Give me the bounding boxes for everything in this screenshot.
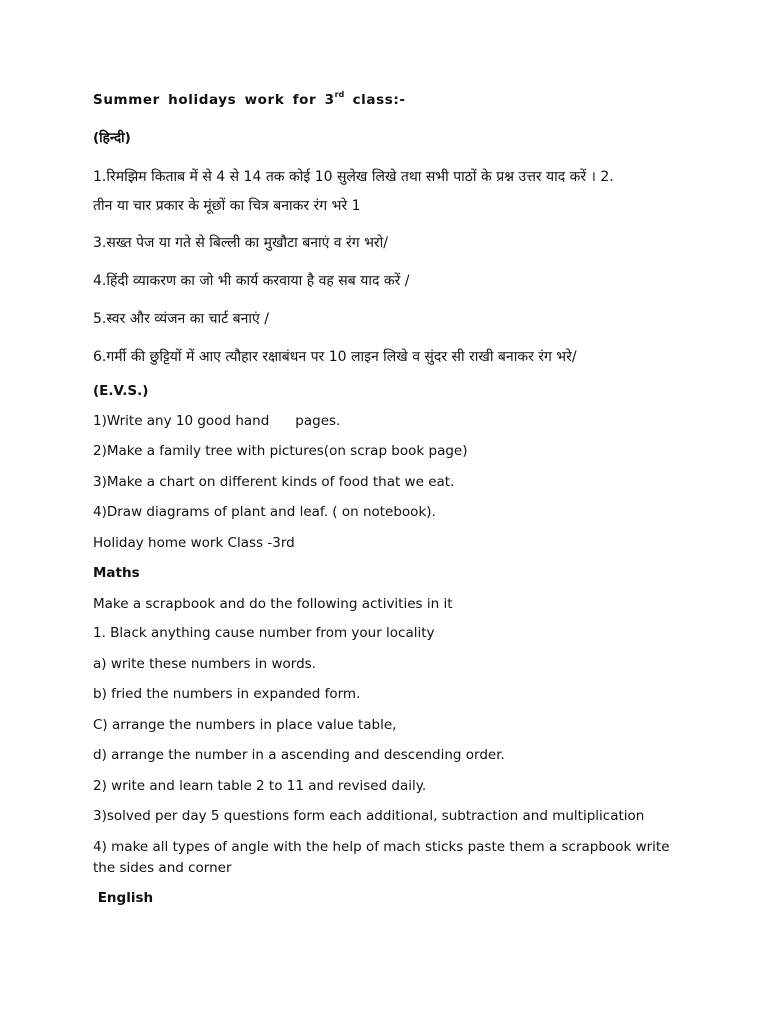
- hindi-item-6: 6.गर्मी की छुट्टियों में आए त्यौहार रक्षाबंधन पर 10 लाइन लिखे व सुंदर सी राखी बनाकर रंग भरे/: [93, 349, 577, 365]
- hindi-item-1-line-2: तीन या चार प्रकार के मूंछों का चित्र बनाकर रंग भरे 1: [93, 198, 361, 214]
- hindi-item-3: 3.सख्त पेज या गते से बिल्ली का मुखौटा बनाएं व रंग भरो/: [93, 235, 388, 251]
- maths-heading: Maths: [93, 565, 140, 581]
- evs-item-1-part-b: pages.: [295, 413, 341, 429]
- hindi-heading: (हिन्दी): [93, 130, 131, 146]
- page-title: [93, 90, 693, 111]
- evs-item-2: 2)Make a family tree with pictures(on scrap book page): [93, 443, 468, 459]
- holiday-homework-line: Holiday home work Class -3rd: [93, 535, 295, 551]
- hindi-item-5: 5.स्वर और व्यंजन का चार्ट बनाएं /: [93, 311, 269, 327]
- evs-item-4: 4)Draw diagrams of plant and leaf. ( on notebook).: [93, 504, 436, 520]
- evs-item-1-part-a: 1)Write any 10 good hand: [93, 413, 270, 429]
- maths-item-1-c: C) arrange the numbers in place value table,: [93, 717, 397, 733]
- evs-heading: (E.V.S.): [93, 383, 149, 399]
- maths-item-2: 2) write and learn table 2 to 11 and revised daily.: [93, 778, 427, 794]
- hindi-item-1-line-1: 1.रिमझिम किताब में से 4 से 14 तक कोई 10 सुलेख लिखे तथा सभी पाठों के प्रश्न उत्तर याद करें । 2.: [93, 169, 614, 185]
- maths-item-1-a: a) write these numbers in words.: [93, 656, 316, 672]
- maths-item-1: 1. Black anything cause number from your locality: [93, 625, 435, 641]
- maths-item-3: 3)solved per day 5 questions form each additional, subtraction and multiplication: [93, 808, 645, 824]
- maths-item-1-d: d) arrange the number in a ascending and descending order.: [93, 747, 505, 763]
- maths-item-1-b: b) fried the numbers in expanded form.: [93, 686, 361, 702]
- title-suffix: class:-: [344, 92, 406, 108]
- evs-item-3: 3)Make a chart on different kinds of food that we eat.: [93, 474, 455, 490]
- title-text: Summer holidays work for 3: [93, 92, 335, 108]
- title-superscript: rd: [334, 90, 345, 99]
- evs-item-1: [93, 411, 693, 432]
- hindi-item-4: 4.हिंदी व्याकरण का जो भी कार्य करवाया है वह सब याद करें /: [93, 273, 410, 289]
- maths-item-4: 4) make all types of angle with the help of mach sticks paste them a scrapbook write the sides and corner: [93, 839, 670, 876]
- english-heading: English: [93, 890, 154, 906]
- maths-intro: Make a scrapbook and do the following activities in it: [93, 596, 453, 612]
